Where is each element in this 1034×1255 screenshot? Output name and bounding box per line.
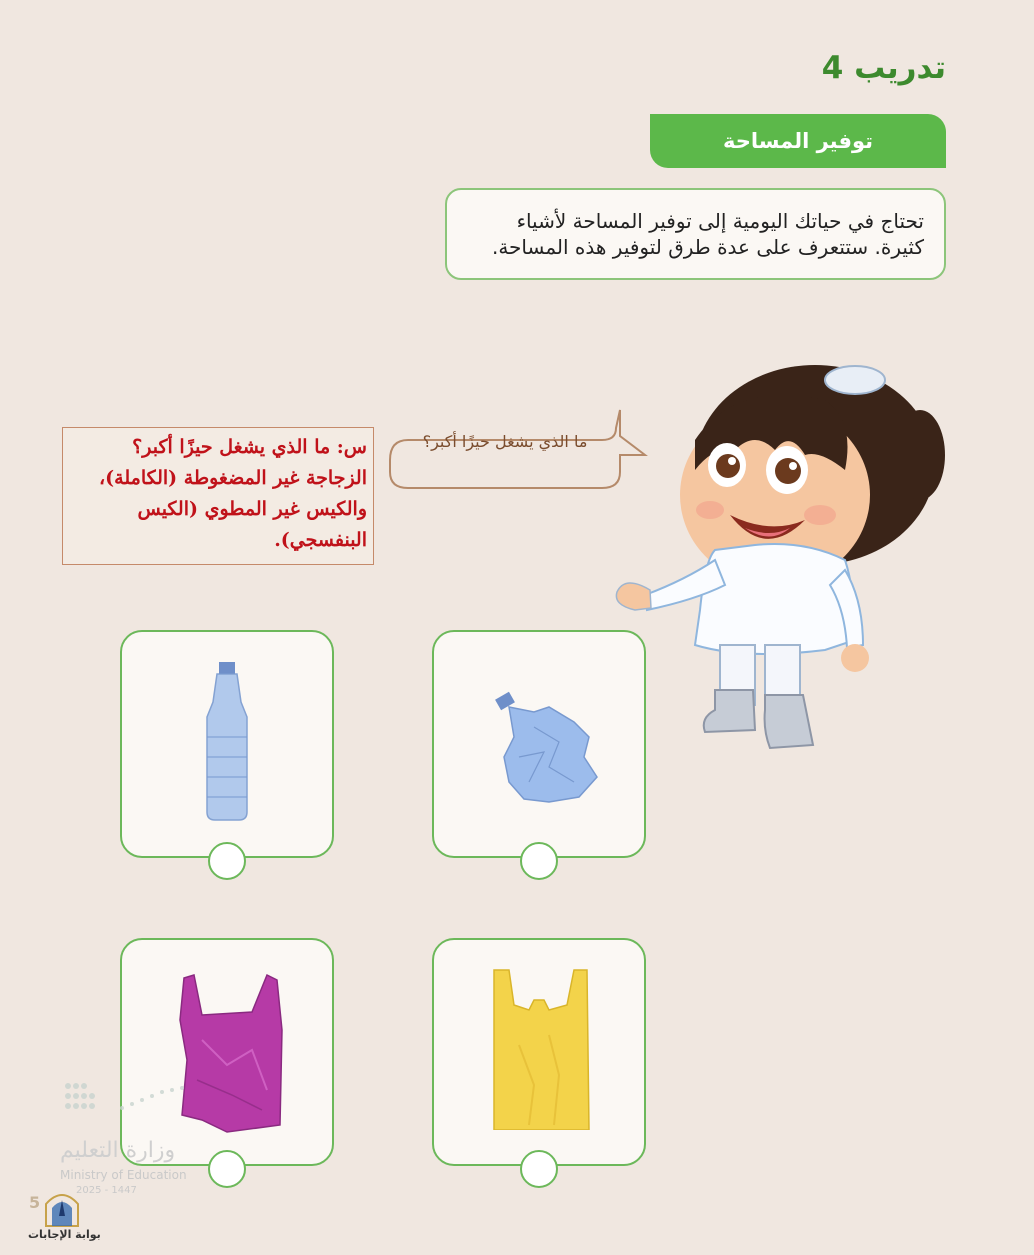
watermark-year: 2025 - 1447 xyxy=(76,1185,137,1196)
watermark-english: Ministry of Education xyxy=(60,1168,187,1182)
speech-text: ما الذي يشغل حيزًا أكبر؟ xyxy=(422,432,588,451)
yellow-bag-image xyxy=(489,965,594,1130)
card-crushed-bottle xyxy=(432,630,646,858)
answer-radio-3[interactable] xyxy=(208,1150,246,1188)
answers-gateway-caption: بوابة الإجابات xyxy=(28,1228,101,1241)
card-full-bottle xyxy=(120,630,334,858)
answers-gateway-logo xyxy=(42,1186,82,1228)
answer-radio-1[interactable] xyxy=(208,842,246,880)
section-banner xyxy=(650,114,946,168)
intro-box xyxy=(445,188,946,280)
card-purple-bag xyxy=(120,938,334,1166)
page-title: تدريب 4 xyxy=(821,50,946,86)
crushed-bottle-image xyxy=(489,687,599,807)
ministry-logo-watermark xyxy=(62,1078,197,1123)
answer-radio-2[interactable] xyxy=(520,842,558,880)
full-bottle-image xyxy=(197,662,257,822)
answer-radio-4[interactable] xyxy=(520,1150,558,1188)
answer-text: س: ما الذي يشغل حيزًا أكبر؟ الزجاجة غير المضغوطة (الكاملة)، والكيس غير المطوي (الكيس البنفسجي). xyxy=(99,436,367,551)
intro-text: تحتاج في حياتك اليومية إلى توفير المساحة لأشياء كثيرة. ستتعرف على عدة طرق لتوفير هذه المساحة. xyxy=(491,209,924,259)
watermark-arabic: وزارة التعليم xyxy=(60,1138,176,1163)
answer-box xyxy=(62,427,374,565)
girl-character-illustration xyxy=(605,360,950,760)
page-number: 5 xyxy=(29,1193,41,1212)
section-title: توفير المساحة xyxy=(722,129,874,153)
card-yellow-bag xyxy=(432,938,646,1166)
